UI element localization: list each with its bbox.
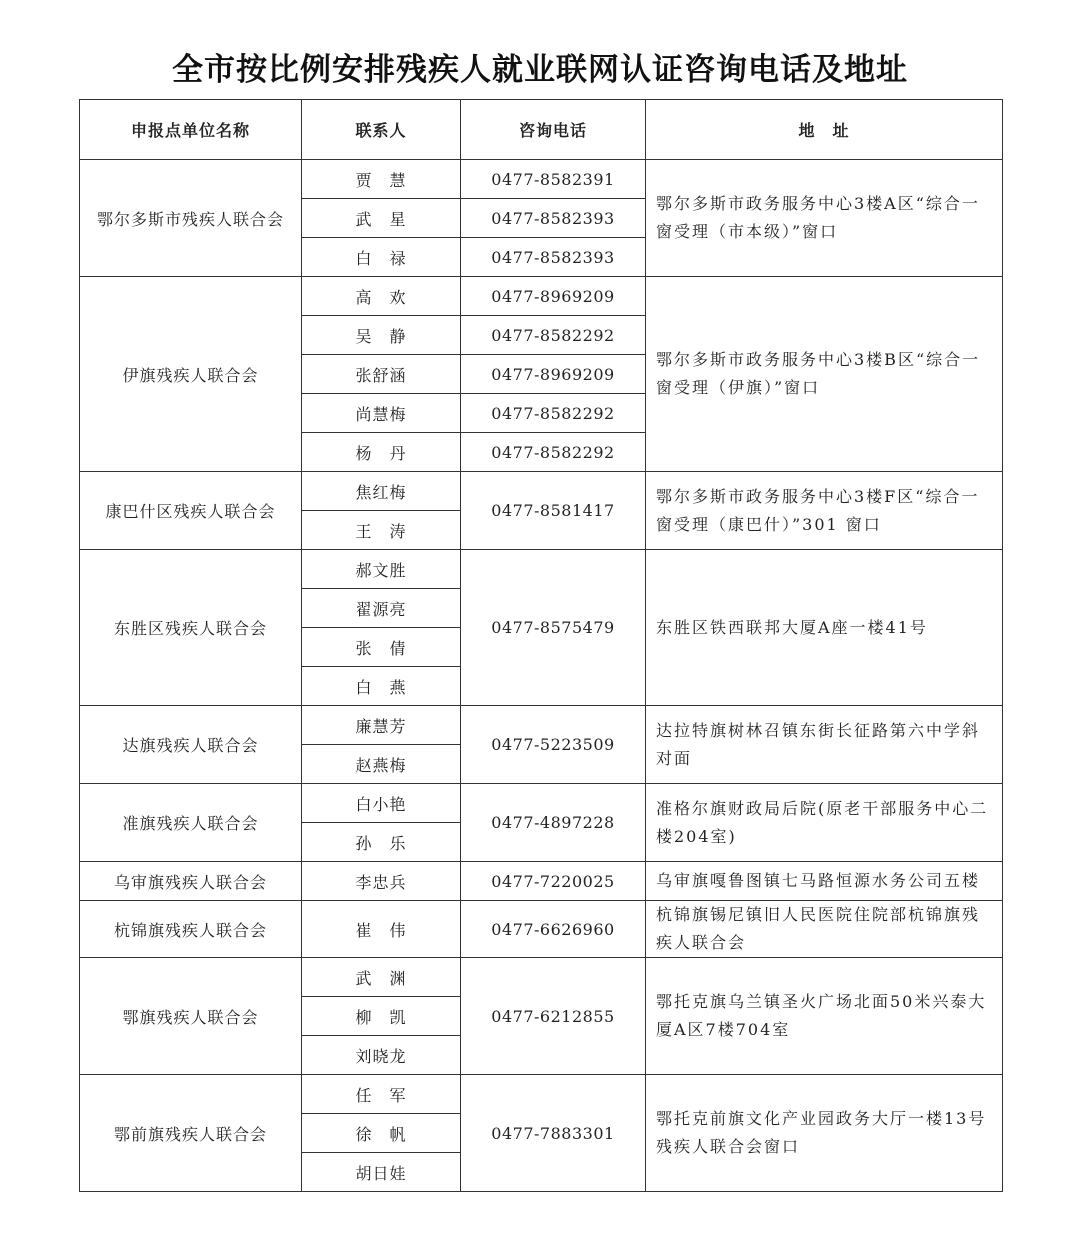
contact-person-cell: 任 军 (302, 1075, 461, 1114)
contact-person-cell: 尚慧梅 (302, 394, 461, 433)
page-title: 全市按比例安排残疾人就业联网认证咨询电话及地址 (172, 52, 908, 88)
address-cell: 鄂尔多斯市政务服务中心3楼A区“综合一窗受理（市本级）”窗口 (646, 160, 1003, 277)
contact-person-cell: 徐 帆 (302, 1114, 461, 1153)
address-cell: 达拉特旗树林召镇东街长征路第六中学斜对面 (646, 706, 1003, 784)
contact-person-cell: 翟源亮 (302, 589, 461, 628)
contact-person-cell: 张舒涵 (302, 355, 461, 394)
phone-cell: 0477-6212855 (461, 958, 646, 1075)
unit-name-cell: 准旗残疾人联合会 (80, 784, 302, 862)
contact-person-cell: 赵燕梅 (302, 745, 461, 784)
phone-cell: 0477-8969209 (461, 277, 646, 316)
contact-person-cell: 武 星 (302, 199, 461, 238)
phone-cell: 0477-8582393 (461, 238, 646, 277)
phone-cell: 0477-8582393 (461, 199, 646, 238)
address-cell: 鄂尔多斯市政务服务中心3楼B区“综合一窗受理（伊旗）”窗口 (646, 277, 1003, 472)
unit-name-cell: 伊旗残疾人联合会 (80, 277, 302, 472)
phone-cell: 0477-8582292 (461, 433, 646, 472)
address-cell: 乌审旗嘎鲁图镇七马路恒源水务公司五楼 (646, 862, 1003, 901)
contact-person-cell: 柳 凯 (302, 997, 461, 1036)
unit-name-cell: 达旗残疾人联合会 (80, 706, 302, 784)
unit-name-cell: 鄂尔多斯市残疾人联合会 (80, 160, 302, 277)
contact-person-cell: 白 禄 (302, 238, 461, 277)
phone-cell: 0477-6626960 (461, 901, 646, 958)
table-row (80, 784, 1003, 823)
unit-name-cell: 乌审旗残疾人联合会 (80, 862, 302, 901)
table-row (80, 472, 1003, 511)
phone-cell: 0477-4897228 (461, 784, 646, 862)
contact-person-cell: 吴 静 (302, 316, 461, 355)
unit-name-cell: 东胜区残疾人联合会 (80, 550, 302, 706)
phone-cell: 0477-8969209 (461, 355, 646, 394)
table-row (80, 706, 1003, 745)
phone-cell: 0477-7220025 (461, 862, 646, 901)
table-body (80, 160, 1003, 1192)
contact-person-cell: 白 燕 (302, 667, 461, 706)
contact-table (79, 99, 1003, 1192)
contact-person-cell: 刘晓龙 (302, 1036, 461, 1075)
header-unit: 申报点单位名称 (80, 100, 302, 160)
contact-person-cell: 李忠兵 (302, 862, 461, 901)
address-cell: 鄂尔多斯市政务服务中心3楼F区“综合一窗受理（康巴什）”301 窗口 (646, 472, 1003, 550)
table-row (80, 550, 1003, 589)
address-cell: 杭锦旗锡尼镇旧人民医院住院部杭锦旗残疾人联合会 (646, 901, 1003, 958)
address-cell: 东胜区铁西联邦大厦A座一楼41号 (646, 550, 1003, 706)
contact-person-cell: 张 倩 (302, 628, 461, 667)
unit-name-cell: 康巴什区残疾人联合会 (80, 472, 302, 550)
phone-cell: 0477-8582292 (461, 316, 646, 355)
table-row (80, 958, 1003, 997)
phone-cell: 0477-8575479 (461, 550, 646, 706)
contact-person-cell: 郝文胜 (302, 550, 461, 589)
contact-person-cell: 焦红梅 (302, 472, 461, 511)
contact-person-cell: 崔 伟 (302, 901, 461, 958)
contact-person-cell: 王 涛 (302, 511, 461, 550)
phone-cell: 0477-8582292 (461, 394, 646, 433)
contact-person-cell: 胡日娃 (302, 1153, 461, 1192)
table-row (80, 862, 1003, 901)
contact-person-cell: 白小艳 (302, 784, 461, 823)
contact-person-cell: 武 渊 (302, 958, 461, 997)
unit-name-cell: 鄂前旗残疾人联合会 (80, 1075, 302, 1192)
address-cell: 准格尔旗财政局后院(原老干部服务中心二楼204室) (646, 784, 1003, 862)
address-cell: 鄂托克旗乌兰镇圣火广场北面50米兴泰大厦A区7楼704室 (646, 958, 1003, 1075)
header-phone: 咨询电话 (461, 100, 646, 160)
table-row (80, 277, 1003, 316)
contact-person-cell: 廉慧芳 (302, 706, 461, 745)
contact-person-cell: 贾 慧 (302, 160, 461, 199)
contact-person-cell: 杨 丹 (302, 433, 461, 472)
unit-name-cell: 鄂旗残疾人联合会 (80, 958, 302, 1075)
contact-person-cell: 孙 乐 (302, 823, 461, 862)
phone-cell: 0477-8582391 (461, 160, 646, 199)
address-cell: 鄂托克前旗文化产业园政务大厅一楼13号残疾人联合会窗口 (646, 1075, 1003, 1192)
header-person: 联系人 (302, 100, 461, 160)
contact-person-cell: 高 欢 (302, 277, 461, 316)
phone-cell: 0477-8581417 (461, 472, 646, 550)
phone-cell: 0477-7883301 (461, 1075, 646, 1192)
table-row (80, 160, 1003, 199)
unit-name-cell: 杭锦旗残疾人联合会 (80, 901, 302, 958)
table-row (80, 1075, 1003, 1114)
header-row (80, 100, 1003, 160)
table-row (80, 901, 1003, 958)
header-address: 地 址 (646, 100, 1003, 160)
phone-cell: 0477-5223509 (461, 706, 646, 784)
